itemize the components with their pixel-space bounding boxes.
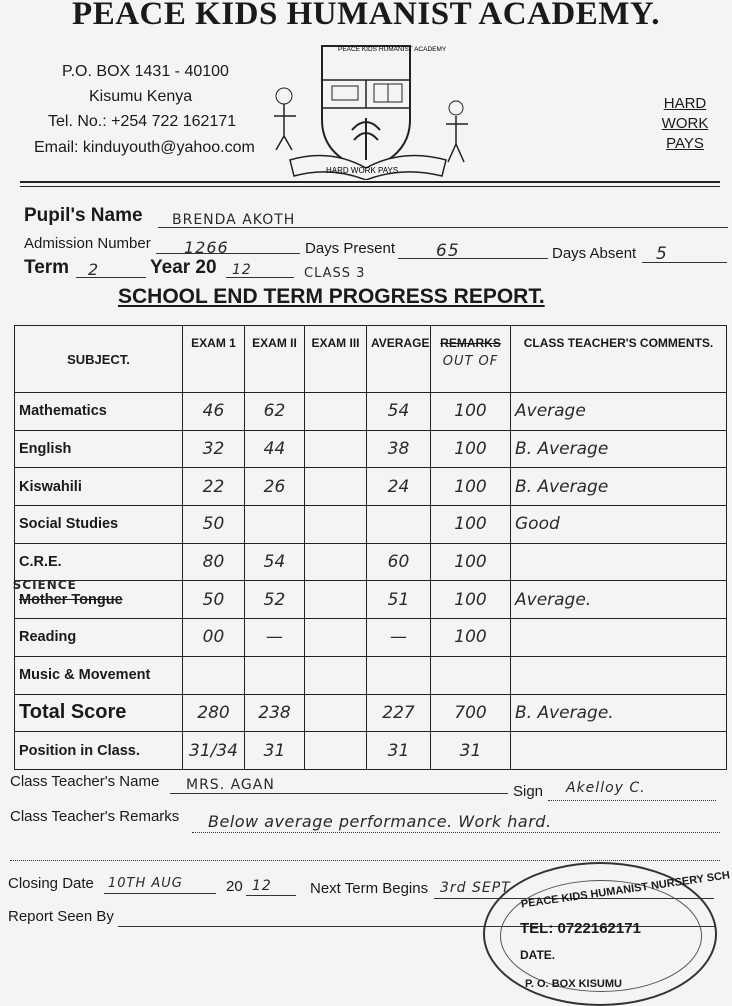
header-cell: AVERAGE [367,326,431,393]
motto-word: PAYS [666,135,704,152]
score-cell-e2 [245,506,305,544]
table-row [15,656,727,694]
subject-label: Reading [19,629,77,646]
score-cell-e3 [305,619,367,657]
score-cell-avg: — [367,619,431,657]
class-value: CLASS 3 [304,266,366,281]
score-cell-e2 [245,656,305,694]
score-cell-e3 [305,506,367,544]
signature: Akelloy C. [566,780,646,796]
term-line [76,277,146,278]
days-absent-label: Days Absent [552,245,637,262]
closing-year-value: 12 [252,878,272,894]
subject-label: C.R.E. [19,554,62,571]
header-cell: CLASS TEACHER'S COMMENTS. [511,326,727,393]
stamp-tel: TEL: 0722162171 [520,920,641,937]
comment-cell: Good [511,506,727,544]
subject-cell [15,543,183,581]
subject-cell [15,619,183,657]
days-present-value: 65 [436,241,460,261]
term-label: Term [24,257,70,278]
motto-word: HARD [663,95,707,112]
table-header-row [15,326,727,393]
closing-year-prefix: 20 [226,878,243,895]
header-rule [20,181,720,183]
subject-label: Position in Class. [19,742,140,759]
report-seen-label: Report Seen By [8,908,114,925]
remarks-value: Below average performance. Work hard. [208,812,552,831]
subject-label: Music & Movement [19,667,151,684]
comment-cell: B. Average [511,430,727,468]
subject-label: English [19,441,72,458]
score-cell-out: 100 [431,468,511,506]
comment-cell: Average [511,393,727,431]
remarks-line-2 [10,860,720,861]
school-name: PEACE KIDS HUMANIST ACADEMY. [72,0,660,32]
term-value: 2 [88,260,100,279]
teacher-name-line [170,793,508,794]
score-cell-e1: 50 [183,506,245,544]
score-cell-out: 100 [431,543,511,581]
score-cell-e3 [305,581,367,619]
table-row [15,506,727,544]
admission-label: Admission Number [24,235,151,252]
score-cell-e2: — [245,619,305,657]
score-cell-e2: 52 [245,581,305,619]
year-value: 12 [232,262,252,278]
side-motto [655,94,715,154]
table-row [15,468,727,506]
header-cell: EXAM II [245,326,305,393]
comment-cell [511,656,727,694]
header-cell: SUBJECT. [15,326,183,393]
subject-label: Kiswahili [19,478,82,495]
subject-label: Mathematics [19,403,107,420]
score-cell-e1: 80 [183,543,245,581]
closing-date-label: Closing Date [8,875,94,892]
remarks-label: Class Teacher's Remarks [10,808,180,825]
school-crest [270,40,470,180]
closing-date-line [104,893,216,894]
table-row [15,732,727,770]
comment-cell [511,732,727,770]
stamp-bottom-text: P. O. BOX KISUMU [525,978,622,990]
score-cell-e1: 280 [183,694,245,732]
score-cell-e3 [305,468,367,506]
score-cell-avg: 38 [367,430,431,468]
sign-line [548,800,716,801]
comment-cell: B. Average. [511,694,727,732]
motto-word: WORK [661,115,709,132]
table-row [15,619,727,657]
subject-note: SCIENCE [12,577,77,592]
days-absent-value: 5 [656,244,668,264]
header-cell: EXAM 1 [183,326,245,393]
score-cell-e3 [305,694,367,732]
subject-cell [15,506,183,544]
table-row [15,694,727,732]
score-cell-out [431,656,511,694]
score-cell-avg [367,656,431,694]
score-cell-avg [367,506,431,544]
score-cell-out: 100 [431,393,511,431]
score-cell-e2: 31 [245,732,305,770]
score-cell-out: 100 [431,619,511,657]
subject-label: Social Studies [19,516,119,533]
subject-label: Mother Tongue [19,591,123,608]
days-absent-line [642,262,727,263]
report-title: SCHOOL END TERM PROGRESS REPORT. [118,285,545,308]
next-term-label: Next Term Begins [310,880,429,897]
score-cell-avg: 54 [367,393,431,431]
score-cell-e3 [305,656,367,694]
comment-cell: Average. [511,581,727,619]
score-cell-avg: 51 [367,581,431,619]
score-cell-avg: 60 [367,543,431,581]
out-of-header: OUT OF [442,354,499,369]
stamp-date: DATE. [520,948,556,962]
city: Kisumu Kenya [89,88,193,105]
remarks-header: REMARKS [440,336,501,350]
pupil-name-label: Pupil's Name [24,205,143,226]
score-cell-e3 [305,543,367,581]
score-cell-e2: 54 [245,543,305,581]
pupil-name-value: BRENDA AKOTH [172,212,296,228]
days-present-label: Days Present [305,240,396,257]
closing-date-value: 10TH AUG [108,876,183,891]
stamp-top-text: PEACE KIDS HUMANIST NURSERY SCH [520,869,731,911]
telephone: Tel. No.: +254 722 162171 [48,113,237,130]
subject-label: Total Score [19,701,127,724]
score-cell-e1: 00 [183,619,245,657]
subject-cell [15,732,183,770]
email: Email: kinduyouth@yahoo.com [34,139,255,156]
score-cell-e1: 46 [183,393,245,431]
score-cell-out: 100 [431,430,511,468]
score-cell-e1: 31/34 [183,732,245,770]
comment-cell [511,619,727,657]
crest-motto: HARD WORK PAYS [326,166,399,175]
admission-value: 1266 [184,238,229,257]
closing-year-line [246,895,296,896]
remarks-header-cell [431,326,511,393]
sign-label: Sign [513,783,544,800]
subject-cell [15,694,183,732]
table-row [15,581,727,619]
teacher-name-label: Class Teacher's Name [10,773,160,790]
comment-cell: B. Average [511,468,727,506]
table-row [15,393,727,431]
score-cell-e2: 238 [245,694,305,732]
score-cell-avg: 227 [367,694,431,732]
subject-cell [15,393,183,431]
score-cell-out: 31 [431,732,511,770]
header-cell: EXAM III [305,326,367,393]
score-cell-out: 100 [431,581,511,619]
subject-cell [15,656,183,694]
remarks-line [192,832,720,833]
next-term-value: 3rd SEPT [440,880,511,896]
score-cell-avg: 24 [367,468,431,506]
table-row [15,543,727,581]
table-row [15,430,727,468]
score-cell-e1: 32 [183,430,245,468]
marks-table [14,325,727,770]
days-present-line [398,258,548,259]
score-cell-e3 [305,430,367,468]
score-cell-avg: 31 [367,732,431,770]
teacher-name-value: MRS. AGAN [186,777,275,793]
subject-cell [15,468,183,506]
score-cell-e3 [305,732,367,770]
score-cell-e2: 44 [245,430,305,468]
subject-cell [15,430,183,468]
po-box: P.O. BOX 1431 - 40100 [62,63,229,80]
score-cell-e1 [183,656,245,694]
score-cell-e3 [305,393,367,431]
year-label: Year 20 [150,257,217,278]
crest-text: PEACE KIDS HUMANIST ACADEMY [338,46,447,53]
subject-cell [12,577,183,619]
score-cell-e2: 26 [245,468,305,506]
score-cell-e2: 62 [245,393,305,431]
score-cell-out: 100 [431,506,511,544]
score-cell-out: 700 [431,694,511,732]
score-cell-e1: 50 [183,581,245,619]
comment-cell [511,543,727,581]
header-rule [20,186,720,187]
score-cell-e1: 22 [183,468,245,506]
